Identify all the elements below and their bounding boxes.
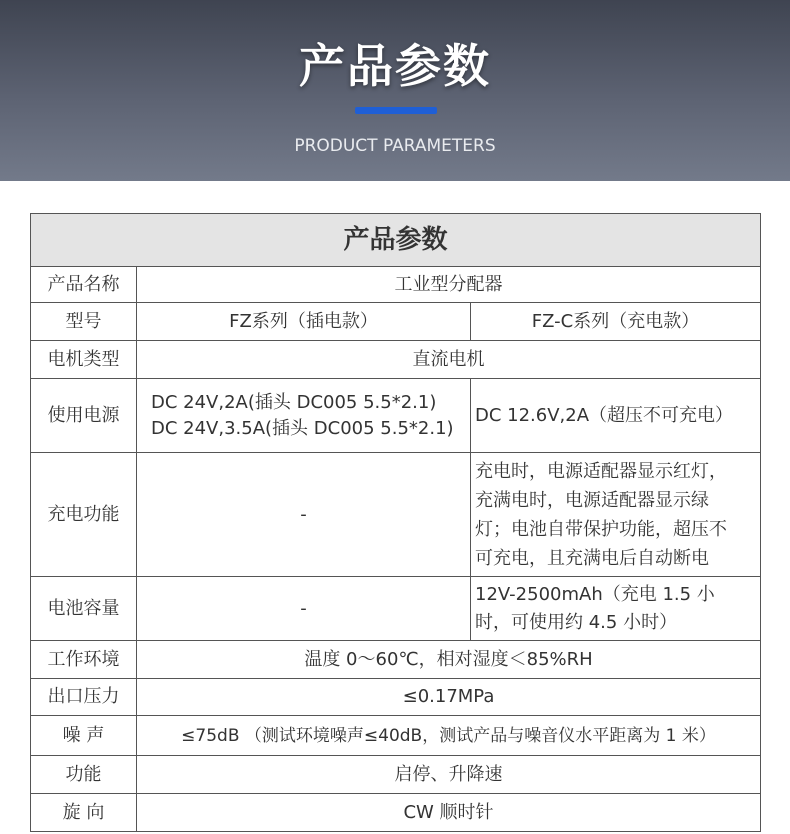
row-value: ≤0.17MPa bbox=[137, 679, 761, 716]
value-line: 充电时，电源适配器显示红灯， bbox=[475, 460, 727, 482]
title-underline bbox=[355, 107, 437, 114]
table-row bbox=[31, 267, 761, 303]
row-value: 温度 0～60℃，相对湿度＜85%RH bbox=[137, 641, 761, 679]
table-row bbox=[31, 379, 761, 453]
row-label: 出口压力 bbox=[31, 679, 137, 716]
banner-subtitle: PRODUCT PARAMETERS bbox=[294, 136, 496, 156]
row-value: ≤75dB （测试环境噪声≤40dB，测试产品与噪音仪水平距离为 1 米） bbox=[137, 716, 761, 756]
table-row bbox=[31, 453, 761, 577]
table-row bbox=[31, 756, 761, 794]
header-banner bbox=[0, 0, 790, 181]
row-value-a bbox=[137, 379, 471, 453]
row-value-a: - bbox=[137, 577, 471, 641]
row-label: 产品名称 bbox=[31, 267, 137, 303]
row-value-a: FZ系列（插电款） bbox=[137, 303, 471, 341]
row-label: 电池容量 bbox=[31, 577, 137, 641]
table-row bbox=[31, 577, 761, 641]
row-value: 直流电机 bbox=[137, 341, 761, 379]
parameters-table bbox=[30, 213, 761, 832]
value-line: DC 24V,2A(插头 DC005 5.5*2.1) bbox=[151, 391, 437, 413]
row-value-b: FZ-C系列（充电款） bbox=[471, 303, 761, 341]
row-value-a: - bbox=[137, 453, 471, 577]
row-label: 使用电源 bbox=[31, 379, 137, 453]
table-row bbox=[31, 303, 761, 341]
table-row bbox=[31, 794, 761, 832]
value-line: 时，可使用约 4.5 小时） bbox=[475, 611, 678, 633]
row-value-b: DC 12.6V,2A（超压不可充电） bbox=[471, 379, 761, 453]
table-row bbox=[31, 716, 761, 756]
table-title: 产品参数 bbox=[31, 214, 761, 267]
row-label: 功能 bbox=[31, 756, 137, 794]
value-line: 可充电，且充满电后自动断电 bbox=[475, 547, 709, 569]
value-line: 灯；电池自带保护功能，超压不 bbox=[475, 518, 727, 540]
table-row bbox=[31, 641, 761, 679]
row-label: 型号 bbox=[31, 303, 137, 341]
row-value: 启停、升降速 bbox=[137, 756, 761, 794]
row-value: CW 顺时针 bbox=[137, 794, 761, 832]
table-row bbox=[31, 679, 761, 716]
value-line: DC 24V,3.5A(插头 DC005 5.5*2.1) bbox=[151, 417, 454, 439]
row-value-b bbox=[471, 453, 761, 577]
row-label: 工作环境 bbox=[31, 641, 137, 679]
row-value: 工业型分配器 bbox=[137, 267, 761, 303]
row-label: 旋 向 bbox=[31, 794, 137, 832]
table-header-row bbox=[31, 214, 761, 267]
row-value-b bbox=[471, 577, 761, 641]
row-label: 电机类型 bbox=[31, 341, 137, 379]
row-label: 噪 声 bbox=[31, 716, 137, 756]
banner-title: 产品参数 bbox=[299, 39, 491, 93]
value-line: 充满电时，电源适配器显示绿 bbox=[475, 489, 709, 511]
row-label: 充电功能 bbox=[31, 453, 137, 577]
value-line: 12V-2500mAh（充电 1.5 小 bbox=[475, 583, 715, 605]
table-row bbox=[31, 341, 761, 379]
